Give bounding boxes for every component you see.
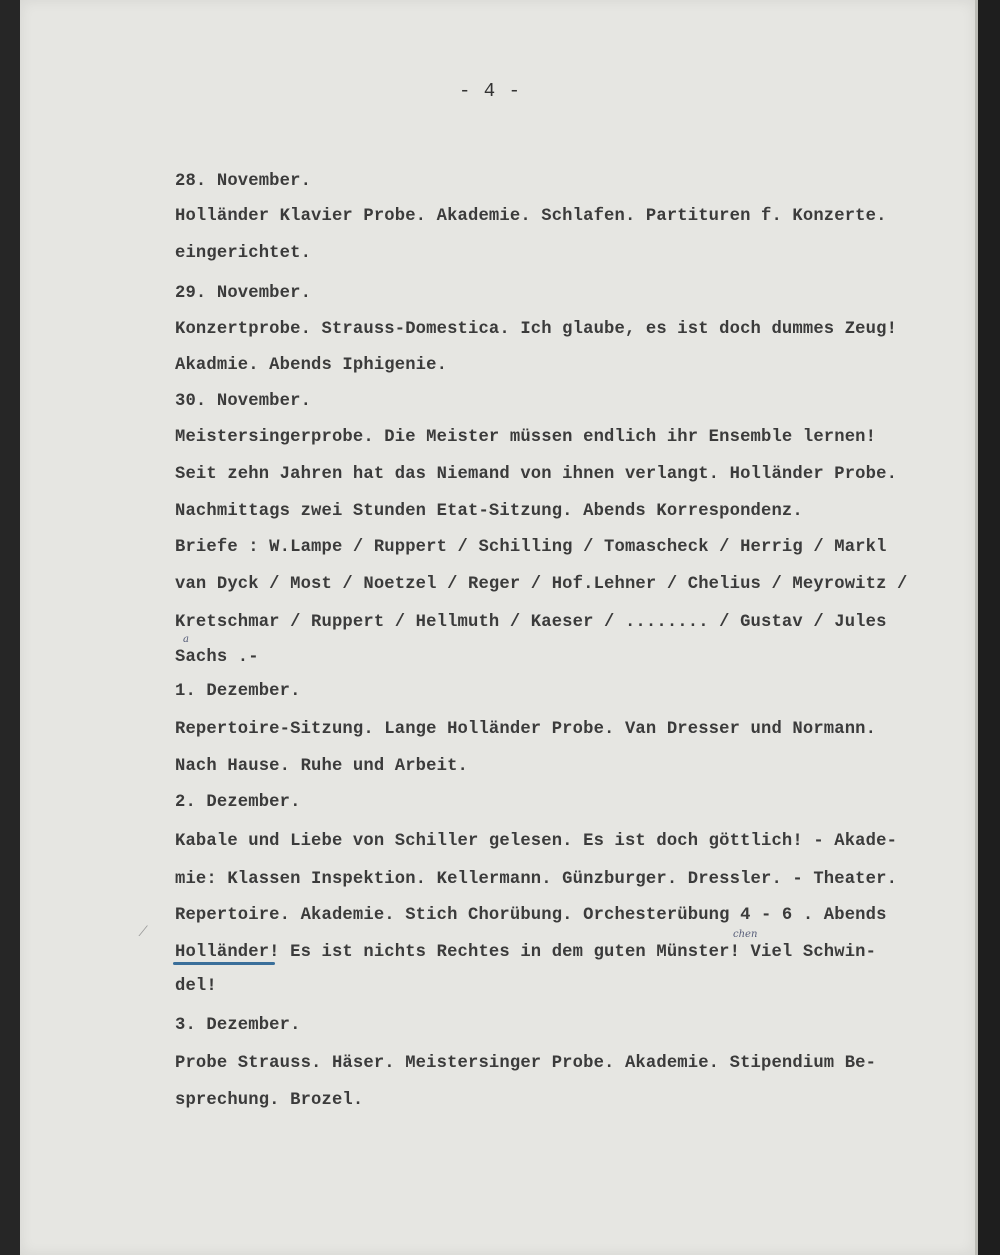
diary-line: Kabale und Liebe von Schiller gelesen. Es ist doch göttlich! - Akade- [175, 832, 898, 851]
letters-line: Sachs .- [175, 648, 259, 667]
date-heading: 29. November. [175, 284, 312, 303]
diary-line: Nachmittags zwei Stunden Etat-Sitzung. Abends Korrespondenz. [175, 502, 803, 521]
pen-underline [173, 962, 275, 965]
date-heading: 28. November. [175, 172, 312, 191]
diary-line: Repertoire-Sitzung. Lange Holländer Probe. Van Dresser und Normann. [175, 720, 877, 739]
scan-edge [975, 0, 1000, 1255]
diary-line: del! [175, 977, 217, 996]
diary-line: eingerichtet. [175, 244, 312, 263]
diary-line: Holländer Klavier Probe. Akademie. Schlafen. Partituren f. Konzerte. [175, 207, 887, 226]
letters-line: van Dyck / Most / Noetzel / Reger / Hof.Lehner / Chelius / Meyrowitz / [175, 575, 908, 594]
page-edge [975, 0, 978, 1255]
handwritten-insertion: a [183, 634, 189, 645]
diary-line: Meistersingerprobe. Die Meister müssen endlich ihr Ensemble lernen! [175, 428, 877, 447]
diary-line: Konzertprobe. Strauss-Domestica. Ich glaube, es ist doch dummes Zeug! [175, 320, 898, 339]
diary-line: Repertoire. Akademie. Stich Chorübung. Orchesterübung 4 - 6 . Abends [175, 906, 887, 925]
date-heading: 1. Dezember. [175, 682, 301, 701]
margin-tick-mark: ⁄ [142, 924, 145, 940]
handwritten-insertion: chen [733, 929, 758, 940]
page-number: - 4 - [458, 80, 521, 102]
diary-line: Seit zehn Jahren hat das Niemand von ihnen verlangt. Holländer Probe. [175, 465, 898, 484]
diary-line: Nach Hause. Ruhe und Arbeit. [175, 757, 468, 776]
diary-line: mie: Klassen Inspektion. Kellermann. Günzburger. Dressler. - Theater. [175, 870, 898, 889]
diary-line: Probe Strauss. Häser. Meistersinger Probe. Akademie. Stipendium Be- [175, 1054, 877, 1073]
date-heading: 3. Dezember. [175, 1016, 301, 1035]
diary-line: Akadmie. Abends Iphigenie. [175, 356, 448, 375]
letters-line: Kretschmar / Ruppert / Hellmuth / Kaeser / ........ / Gustav / Jules [175, 613, 887, 632]
date-heading: 2. Dezember. [175, 793, 301, 812]
diary-line: sprechung. Brozel. [175, 1091, 364, 1110]
date-heading: 30. November. [175, 392, 312, 411]
letters-line: Briefe : W.Lampe / Ruppert / Schilling / Tomascheck / Herrig / Markl [175, 538, 887, 557]
diary-line: Holländer! Es ist nichts Rechtes in dem guten Münster! Viel Schwin- [175, 943, 877, 962]
